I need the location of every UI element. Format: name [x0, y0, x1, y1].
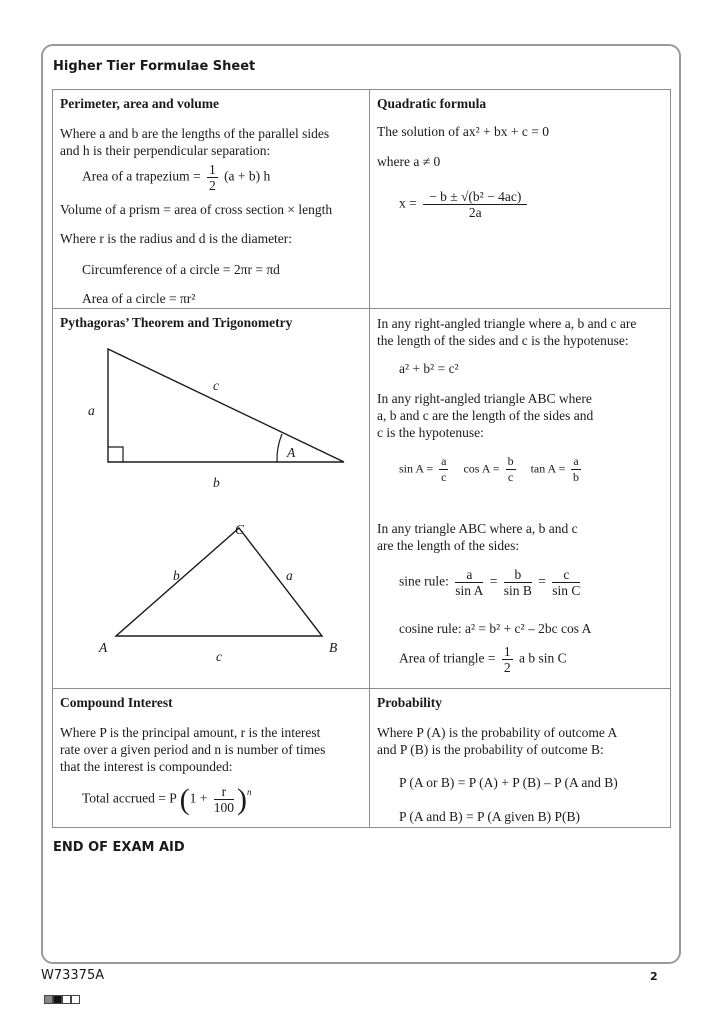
quadratic-condition: where a ≠ 0 — [377, 154, 441, 169]
abc-intro-2: a, b and c are the length of the sides and — [377, 408, 594, 423]
quadratic-solution: The solution of ax² + bx + c = 0 — [377, 124, 549, 139]
abc-intro-1: In any right-angled triangle ABC where — [377, 391, 592, 406]
tri-half-den: 2 — [503, 660, 511, 675]
triangle-area-tail: a b sin C — [518, 650, 567, 666]
quadratic-denominator: 2a — [468, 205, 482, 220]
total-accrued-label: Total accrued = P — [82, 790, 177, 806]
end-of-exam-aid: END OF EXAM AID — [53, 840, 185, 855]
cos-label: cos A = — [463, 461, 500, 476]
half-den: 2 — [208, 178, 216, 193]
half-num: 1 — [208, 162, 216, 177]
trig-ratios — [399, 454, 584, 485]
tri2-label-b: b — [173, 568, 180, 583]
mark-black — [53, 995, 62, 1004]
close-paren: ) — [237, 783, 248, 816]
tan-den: b — [573, 470, 579, 484]
sin-den: c — [441, 470, 447, 484]
abc-intro-3: c is the hypotenuse: — [377, 425, 484, 440]
open-paren: ( — [179, 783, 190, 816]
mark-white-2 — [71, 995, 80, 1004]
one-plus: 1 + — [189, 790, 208, 806]
sine-d2: sin B — [503, 583, 532, 598]
radius-intro: Where r is the radius and d is the diameter: — [60, 231, 293, 246]
rate-den: 100 — [213, 800, 235, 815]
area-heading: Perimeter, area and volume — [60, 96, 219, 111]
pythagoras-heading: Pythagoras’ Theorem and Trigonometry — [60, 315, 293, 330]
sheet-title: Higher Tier Formulae Sheet — [53, 59, 256, 74]
area-intro-2: and h is their perpendicular separation: — [60, 143, 271, 158]
tri1-label-c: c — [213, 378, 219, 393]
cos-den: c — [507, 470, 514, 484]
compound-heading: Compound Interest — [60, 695, 173, 710]
quadratic-numerator: − b ± √(b² − 4ac) — [423, 189, 527, 205]
prism-formula: Volume of a prism = area of cross section × length — [60, 202, 333, 217]
tri1-label-A: A — [287, 445, 296, 460]
any-triangle-2: are the length of the sides: — [377, 538, 520, 553]
circle-area-formula: Area of a circle = πr² — [82, 291, 196, 306]
cosine-rule: cosine rule: a² = b² + c² – 2bc cos A — [399, 621, 592, 636]
triangle-half — [502, 644, 513, 675]
pythagoras-equation: a² + b² = c² — [399, 361, 459, 376]
tri2-label-a: a — [286, 568, 293, 583]
tri2-label-B: B — [329, 640, 338, 655]
compound-cell — [52, 688, 370, 828]
probability-cell — [369, 688, 671, 828]
sine-rule — [399, 567, 583, 598]
pythagoras-cell — [52, 308, 370, 689]
sin-num: a — [441, 454, 447, 468]
triangle-area — [399, 644, 567, 675]
trapezium-tail: (a + b) h — [224, 168, 271, 184]
area-intro-1: Where a and b are the lengths of the parallel sides — [60, 126, 330, 141]
trapezium-formula — [82, 162, 270, 193]
printer-registration-marks — [44, 995, 80, 1004]
sine-n3: c — [552, 567, 580, 583]
sine-d1: sin A — [455, 583, 484, 598]
tan-label: tan A = — [530, 461, 566, 476]
quadratic-cell — [369, 89, 671, 309]
cos-fraction — [506, 454, 516, 485]
right-angle-intro-1: In any right-angled triangle where a, b and c are — [377, 316, 637, 331]
sin-fraction — [439, 454, 448, 485]
tri-half-num: 1 — [503, 644, 511, 659]
quadratic-formula — [399, 189, 530, 220]
sin-label: sin A = — [399, 461, 434, 476]
any-triangle-1: In any triangle ABC where a, b and c — [377, 521, 578, 536]
compound-line-1: Where P is the principal amount, r is the interest — [60, 725, 321, 740]
sine-frac-b — [504, 567, 532, 598]
sine-n2: b — [504, 567, 532, 583]
or-rule: P (A or B) = P (A) + P (B) – P (A and B) — [399, 775, 618, 790]
equals-sign-2: = — [538, 573, 546, 589]
sine-d3: sin C — [552, 583, 581, 598]
cos-num: b — [507, 454, 514, 468]
tan-fraction — [571, 454, 580, 485]
rate-fraction — [214, 784, 234, 815]
quadratic-heading: Quadratic formula — [377, 96, 487, 111]
tri2-label-C: C — [235, 522, 245, 537]
sine-rule-label: sine rule: — [399, 573, 449, 589]
mark-gray — [44, 995, 53, 1004]
exponent-n: n — [247, 787, 252, 797]
area-cell — [52, 89, 370, 309]
tri2-label-c: c — [216, 649, 222, 664]
right-angle-intro-2: the length of the sides and c is the hypotenuse: — [377, 333, 629, 348]
mark-white-1 — [62, 995, 71, 1004]
probability-line-2: and P (B) is the probability of outcome B: — [377, 742, 604, 757]
triangle-area-label: Area of triangle = — [399, 650, 496, 666]
x-label: x = — [399, 195, 417, 211]
equals-sign-1: = — [489, 573, 498, 589]
right-triangle-diagram — [53, 309, 371, 690]
compound-formula — [82, 784, 252, 815]
tan-num: a — [573, 454, 579, 468]
probability-line-1: Where P (A) is the probability of outcome A — [377, 725, 618, 740]
paper-code: W73375A — [41, 968, 105, 983]
sine-n1: a — [455, 567, 483, 583]
quadratic-fraction — [423, 189, 527, 220]
trapezium-label: Area of a trapezium = — [82, 168, 201, 184]
rate-num: r — [214, 784, 234, 800]
compound-line-3: that the interest is compounded: — [60, 759, 233, 774]
page-number: 2 — [650, 970, 658, 983]
compound-line-2: rate over a given period and n is number of times — [60, 742, 326, 757]
sine-frac-c — [552, 567, 580, 598]
probability-heading: Probability — [377, 695, 443, 710]
trig-cell — [369, 308, 671, 689]
circumference-formula: Circumference of a circle = 2πr = πd — [82, 262, 280, 277]
sine-frac-a — [455, 567, 483, 598]
tri1-label-b: b — [213, 475, 220, 490]
half-fraction — [207, 162, 218, 193]
and-rule: P (A and B) = P (A given B) P(B) — [399, 809, 580, 824]
tri2-label-A: A — [99, 640, 108, 655]
tri1-label-a: a — [88, 403, 95, 418]
